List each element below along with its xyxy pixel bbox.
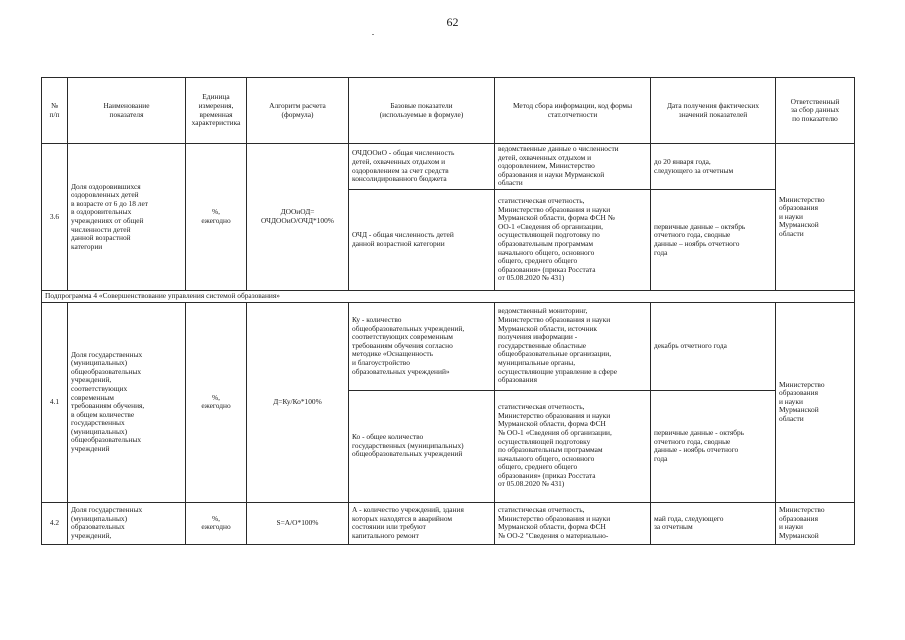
row-algorithm: Д=Ку/Ко*100% xyxy=(247,302,349,502)
row-base: А - количество учреждений, здания которых находятся в аварийном состоянии или требуют капитального ремонт xyxy=(349,502,495,544)
scan-dot xyxy=(372,34,374,35)
row-algorithm: ДООиОД= ОЧДООиО/ОЧД*100% xyxy=(247,144,349,291)
row-base: Ко - общее количество государственных (муниципальных) общеобразовательных учреждений xyxy=(349,390,495,502)
row-date: декабрь отчетного года xyxy=(651,302,776,390)
row-num: 4.2 xyxy=(42,502,68,544)
header-unit: Единица измерения, временная характеристика xyxy=(186,78,247,144)
row-date: май года, следующего за отчетным xyxy=(651,502,776,544)
header-row xyxy=(42,78,855,144)
header-resp: Ответственный за сбор данных по показателю xyxy=(776,78,855,144)
row-responsible: Министерство образования и науки Мурманской xyxy=(776,502,855,544)
row-method: статистическая отчетность, Министерство образования и науки Мурманской области, форма ФСН № ОО-2 "Сведения о материально- xyxy=(495,502,651,544)
row-method: ведомственный мониторинг, Министерство образования и науки Мурманской области, источник получения информации - государственные областные общеобразовательные организации, муниципальные органы, осуществляющие управление в сфере образования xyxy=(495,302,651,390)
table-row xyxy=(42,144,855,190)
row-num: 3.6 xyxy=(42,144,68,291)
row-base: ОЧДООиО - общая численность детей, охваченных отдыхом и оздоровлением за счет средств консолидированного бюджета xyxy=(349,144,495,190)
row-base: Ку - количество общеобразовательных учреждений, соответствующих современным требованиям обучения согласно методике «Оснащенность и благоустройство образовательных учреждений» xyxy=(349,302,495,390)
row-method: статистическая отчетность, Министерство образования и науки Мурманской области, форма ФСН № ОО-1 «Сведения об организации, осуществляющей подготовку по образовательным программам начального общего, основного общего, среднего общего образования» (приказ Росстата от 05.08.2020 № 431) xyxy=(495,390,651,502)
row-unit: %, ежегодно xyxy=(186,302,247,502)
row-method: ведомственные данные о численности детей, охваченных отдыхом и оздоровлением, Министерство образования и науки Мурманской области xyxy=(495,144,651,190)
row-algorithm: S=A/O*100% xyxy=(247,502,349,544)
row-num: 4.1 xyxy=(42,302,68,502)
row-unit: %, ежегодно xyxy=(186,502,247,544)
row-date: первичные данные - октябрь отчетного года, сводные данные - ноябрь отчетного года xyxy=(651,390,776,502)
row-base: ОЧД - общая численность детей данной возрастной категории xyxy=(349,190,495,291)
row-method: статистическая отчетность, Министерство образования и науки Мурманской области, форма ФСН № ОО-1 «Сведения об организации, осуществляющей подготовку по образовательным программам начального общего, основного общего, среднего общего образования» (приказ Росстата от 05.08.2020 № 431) xyxy=(495,190,651,291)
header-method: Метод сбора информации, код формы стат.отчетности xyxy=(495,78,651,144)
header-name: Наименование показателя xyxy=(68,78,186,144)
row-responsible: Министерство образования и науки Мурманской области xyxy=(776,302,855,502)
row-name: Доля государственных (муниципальных) общеобразовательных учреждений, соответствующих современным требованиям обучения, в общем количестве государственных (муниципальных) общеобразовательных учреждений xyxy=(68,302,186,502)
header-date: Дата получения фактических значений показателей xyxy=(651,78,776,144)
table-row xyxy=(42,502,855,544)
indicators-table xyxy=(41,77,855,545)
row-name: Доля оздоровившихся оздоровленных детей в возрасте от 6 до 18 лет в оздоровительных учреждениях от общей численности детей данной возрастной категории xyxy=(68,144,186,291)
row-unit: %, ежегодно xyxy=(186,144,247,291)
row-date: первичные данные – октябрь отчетного года, сводные данные – ноябрь отчетного года xyxy=(651,190,776,291)
row-responsible: Министерство образования и науки Мурманской области xyxy=(776,144,855,291)
page-number: 62 xyxy=(446,15,459,29)
header-num: № п/п xyxy=(42,78,68,144)
table-row xyxy=(42,302,855,390)
subprogram-row xyxy=(42,291,855,303)
header-algorithm: Алгоритм расчета (формула) xyxy=(247,78,349,144)
row-name: Доля государственных (муниципальных) образовательных учреждений, xyxy=(68,502,186,544)
subprogram-title: Подпрограмма 4 «Совершенствование управления системой образования» xyxy=(42,291,855,303)
header-base: Базовые показатели (используемые в формуле) xyxy=(349,78,495,144)
row-date: до 20 января года, следующего за отчетным xyxy=(651,144,776,190)
